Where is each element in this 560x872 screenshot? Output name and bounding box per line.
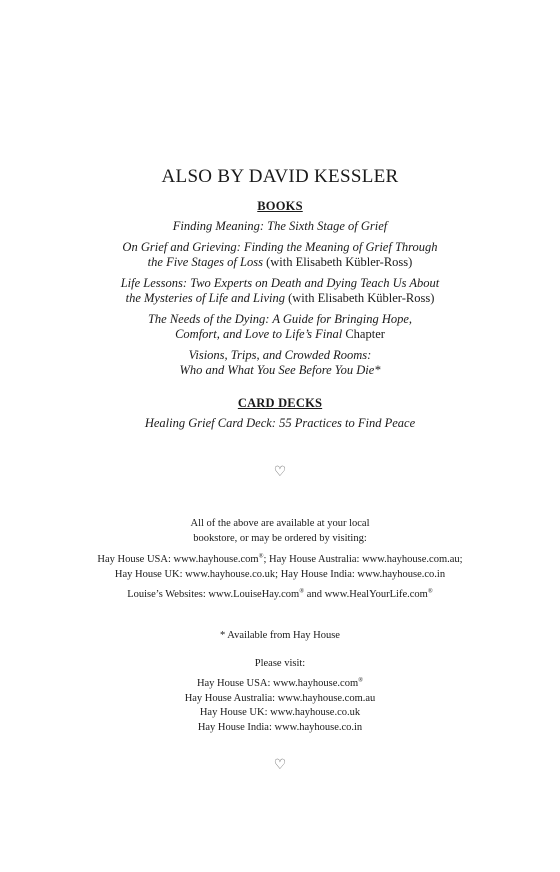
book-title: the Five Stages of Loss — [147, 255, 263, 269]
registered-mark: ® — [299, 587, 305, 595]
book-title: Comfort, and Love to Life’s Final — [175, 327, 343, 341]
book-title: The Needs of the Dying: A Guide for Bringing Hope, — [147, 312, 413, 326]
book-entry-visions-trips — [40, 348, 520, 378]
availability-note — [40, 517, 520, 546]
visit-usa-link[interactable]: Hay House USA: www.hayhouse.com — [196, 678, 359, 689]
book-title: the Mysteries of Life and Living — [125, 291, 285, 305]
visit-uk-link[interactable]: Hay House UK: www.hayhouse.co.uk — [199, 707, 361, 718]
heart-ornament-icon: ♡ — [273, 758, 287, 773]
visit-australia-link[interactable]: Hay House Australia: www.hayhouse.com.au — [184, 692, 376, 704]
footnote: * Available from Hay House — [220, 630, 340, 641]
card-deck-title: Healing Grief Card Deck: 55 Practices to Find Peace — [144, 416, 416, 430]
book-title: Visions, Trips, and Crowded Rooms: — [188, 348, 372, 362]
registered-mark: ® — [358, 676, 364, 684]
availability-line: bookstore, or may be ordered by visiting: — [193, 532, 367, 544]
books-heading: BOOKS — [257, 199, 303, 213]
book-coauthor: (with Elisabeth Kübler-Ross) — [262, 255, 413, 269]
book-title: Finding Meaning: The Sixth Stage of Grief — [172, 219, 388, 233]
hayhouse-australia-link[interactable]: ; Hay House Australia: www.hayhouse.com.au; — [263, 554, 463, 565]
hayhouse-uk-india-links[interactable]: Hay House UK: www.hayhouse.co.uk; Hay House India: www.hayhouse.co.in — [114, 568, 446, 580]
hayhouse-websites — [40, 553, 520, 582]
page-title: ALSO BY DAVID KESSLER — [161, 166, 399, 187]
book-title: Who and What You See Before You Die* — [179, 363, 381, 377]
louisehay-link[interactable]: Louise’s Websites: www.LouiseHay.com — [127, 589, 300, 600]
visit-india-link[interactable]: Hay House India: www.hayhouse.co.in — [197, 721, 363, 733]
book-title-tail: Chapter — [342, 327, 385, 341]
availability-line: All of the above are available at your local — [190, 518, 370, 529]
book-coauthor: (with Elisabeth Kübler-Ross) — [284, 291, 435, 305]
card-decks-heading: CARD DECKS — [237, 396, 323, 410]
book-title: Life Lessons: Two Experts on Death and Dying Teach Us About — [120, 276, 440, 290]
louise-websites — [40, 588, 520, 603]
registered-mark: ® — [427, 587, 433, 595]
book-entry-finding-meaning — [40, 219, 520, 234]
book-entry-needs-of-the-dying — [40, 312, 520, 342]
please-visit-label: Please visit: — [254, 658, 306, 669]
book-entry-life-lessons — [40, 276, 520, 306]
heart-ornament-icon: ♡ — [273, 465, 287, 480]
hayhouse-usa-link[interactable]: Hay House USA: www.hayhouse.com — [97, 554, 259, 565]
book-entry-on-grief-and-grieving — [40, 240, 520, 270]
healyourlife-link[interactable]: and www.HealYourLife.com — [304, 589, 428, 600]
visit-list — [40, 677, 520, 735]
book-title: On Grief and Grieving: Finding the Meaning of Grief Through — [122, 240, 438, 254]
card-deck-entry — [40, 416, 520, 431]
registered-mark: ® — [258, 552, 264, 560]
